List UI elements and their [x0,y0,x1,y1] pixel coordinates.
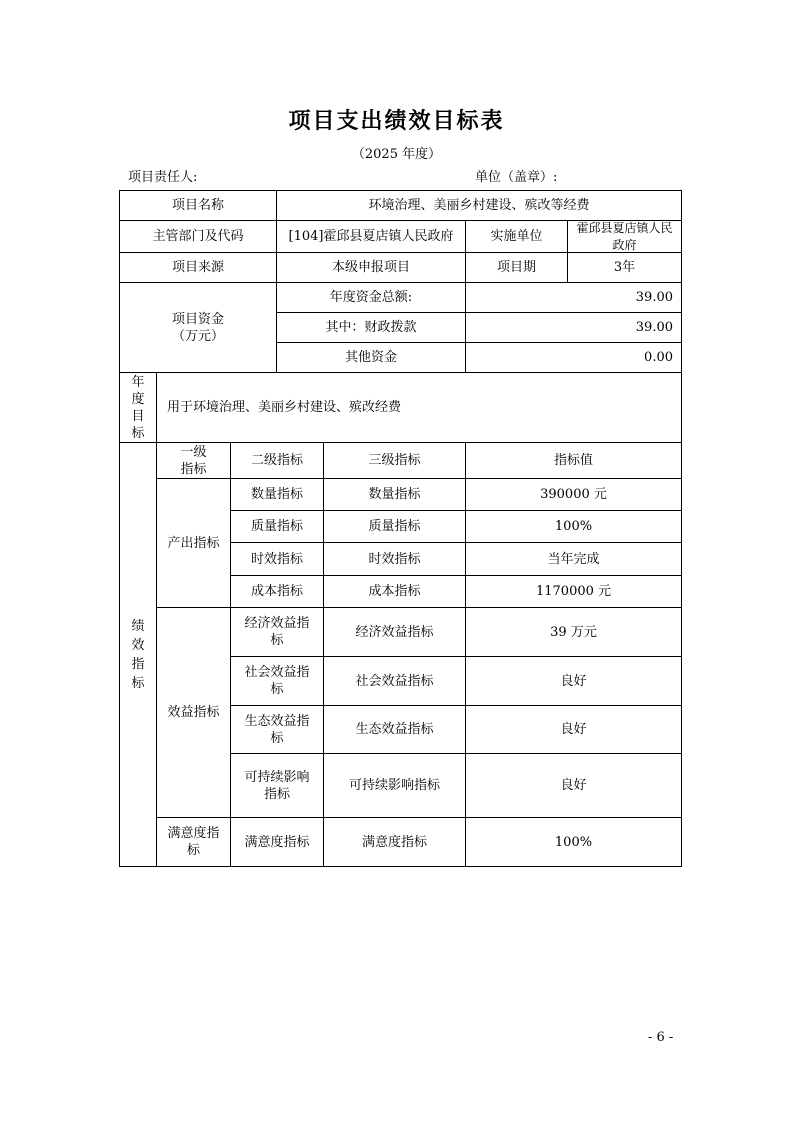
output-value: 1170000 元 [465,575,682,608]
header-level2: 二级指标 [230,442,324,479]
total-funds-value: 39.00 [465,282,682,313]
header-level1: 一级 指标 [156,442,231,479]
output-l3: 时效指标 [323,542,466,576]
output-l2: 时效指标 [230,542,324,576]
benefit-l3: 经济效益指标 [323,607,466,657]
funds-label: 项目资金 （万元） [119,282,277,373]
benefit-l3: 可持续影响指标 [323,753,466,818]
annual-goal-value: 用于环境治理、美丽乡村建设、殡改经费 [156,372,682,443]
year-label: （2025 年度） [351,147,442,162]
responsible-label: 项目责任人: [128,170,198,185]
output-l3: 数量指标 [323,478,466,511]
project-name-label: 项目名称 [119,190,277,221]
benefit-value: 良好 [465,705,682,754]
benefit-l2: 生态效益指 标 [230,705,324,754]
benefit-value: 良好 [465,656,682,706]
satisfaction-value: 100% [465,817,682,867]
output-l2: 成本指标 [230,575,324,608]
output-l3: 质量指标 [323,510,466,543]
benefit-value: 良好 [465,753,682,818]
performance-indicators-label: 绩 效 指 标 [119,442,157,867]
source-label: 项目来源 [119,252,277,283]
benefit-l2: 经济效益指 标 [230,607,324,657]
satisfaction-l2: 满意度指标 [230,817,324,867]
output-value: 当年完成 [465,542,682,576]
header-value: 指标值 [465,442,682,479]
benefit-indicators-label: 效益指标 [156,607,231,818]
output-indicators-label: 产出指标 [156,478,231,608]
page-number: - 6 - [648,1030,674,1045]
benefit-l2: 社会效益指 标 [230,656,324,706]
benefit-value: 39 万元 [465,607,682,657]
satisfaction-l3: 满意度指标 [323,817,466,867]
benefit-l3: 生态效益指标 [323,705,466,754]
benefit-l2: 可持续影响 指标 [230,753,324,818]
other-funds-value: 0.00 [465,342,682,373]
period-label: 项目期 [465,252,568,283]
source-value: 本级申报项目 [276,252,466,283]
output-l3: 成本指标 [323,575,466,608]
unit-label: 单位（盖章）: [475,170,558,185]
fiscal-funds-value: 39.00 [465,312,682,343]
other-funds-label: 其他资金 [276,342,466,373]
impl-value: 霍邱县夏店镇人民政府 [567,220,682,253]
document-title: 项目支出绩效目标表 [288,109,505,134]
output-value: 100% [465,510,682,543]
annual-goal-label: 年 度 目 标 [119,372,157,443]
satisfaction-indicators-label: 满意度指 标 [156,817,231,867]
period-value: 3年 [567,252,682,283]
dept-value: [104]霍邱县夏店镇人民政府 [276,220,466,253]
project-name-value: 环境治理、美丽乡村建设、殡改等经费 [276,190,682,221]
fiscal-funds-label: 其中：财政拨款 [276,312,466,343]
dept-label: 主管部门及代码 [119,220,277,253]
total-funds-label: 年度资金总额: [276,282,466,313]
output-l2: 数量指标 [230,478,324,511]
output-l2: 质量指标 [230,510,324,543]
header-level3: 三级指标 [323,442,466,479]
impl-label: 实施单位 [465,220,568,253]
benefit-l3: 社会效益指标 [323,656,466,706]
output-value: 390000 元 [465,478,682,511]
